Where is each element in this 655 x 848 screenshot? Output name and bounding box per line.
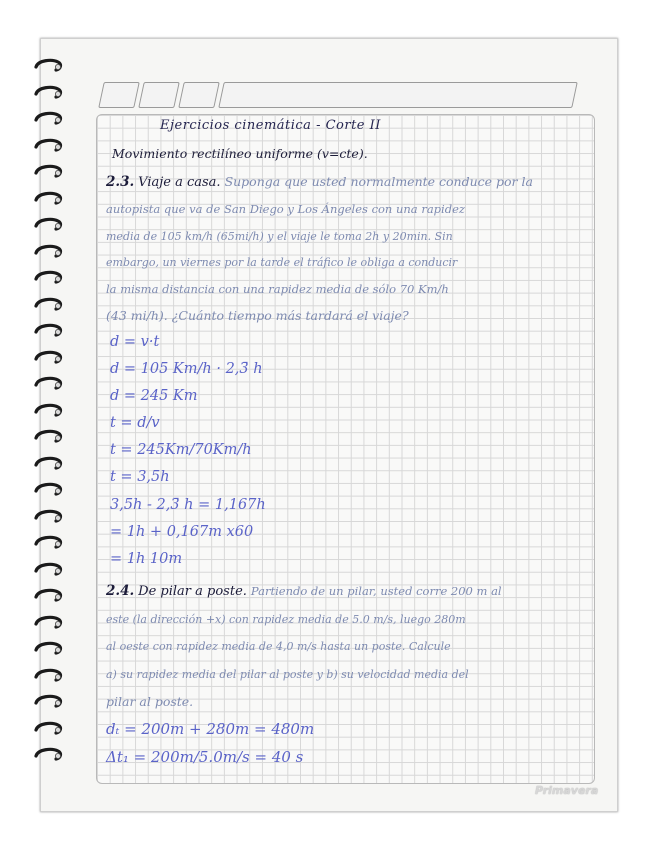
work-line: dₜ = 200m + 280m = 480m: [106, 720, 315, 738]
problem-text: Suponga que usted normalmente conduce por la: [224, 174, 533, 189]
work-line: 3,5h - 2,3̄ h = 1,167h: [110, 497, 266, 513]
work-line: t = 245Km/70Km/h: [110, 442, 252, 458]
header-box: [138, 82, 180, 108]
spiral-ring: [34, 58, 64, 74]
problem-text: a) su rapidez media del pilar al poste y b) su velocidad media del: [106, 668, 469, 681]
problem-heading: Viaje a casa.: [138, 175, 221, 190]
work-line: t = 3,5h: [110, 469, 170, 485]
spiral-ring: [34, 641, 64, 657]
spiral-ring: [34, 323, 64, 339]
spiral-ring: [34, 350, 64, 366]
problem-number: 2.3.: [106, 174, 135, 190]
problem-text: embargo, un viernes por la tarde el tráfico le obliga a conducir: [106, 256, 458, 269]
spiral-ring: [34, 297, 64, 313]
problem-text: la misma distancia con una rapidez media de sólo 70 Km/h: [106, 282, 449, 296]
work-line: = 1h + 0,167m x60: [110, 524, 254, 540]
problem-text: pilar al poste.: [106, 694, 194, 709]
problem-heading: De pilar a poste.: [138, 584, 247, 599]
spiral-ring: [34, 456, 64, 472]
work-line: = 1h 10m: [110, 551, 183, 567]
spiral-ring: [34, 217, 64, 233]
spiral-ring: [34, 85, 64, 101]
work-line: Δt₁ = 200m/5.0m/s = 40 s: [106, 748, 304, 766]
problem-text: este (la dirección +x) con rapidez media de 5.0 m/s, luego 280m: [106, 613, 466, 626]
spiral-ring: [34, 615, 64, 631]
spiral-ring: [34, 747, 64, 763]
header-box-wide: [218, 82, 578, 108]
spiral-ring: [34, 535, 64, 551]
problem-24-header: [106, 583, 502, 599]
header-box: [178, 82, 220, 108]
spiral-ring: [34, 429, 64, 445]
work-line: d = 105 Km/h · 2,3̄ h: [110, 361, 263, 377]
page-title: Ejercicios cinemática - Corte II: [160, 118, 381, 133]
spiral-ring: [34, 588, 64, 604]
header-box: [98, 82, 140, 108]
spiral-ring: [34, 403, 64, 419]
spiral-ring: [34, 668, 64, 684]
spiral-ring: [34, 376, 64, 392]
spiral-ring: [34, 694, 64, 710]
work-line: d = v·t: [110, 334, 160, 350]
spiral-ring: [34, 138, 64, 154]
spiral-ring: [34, 244, 64, 260]
work-line: d = 245 Km: [110, 388, 198, 404]
problem-text: autopista que va de San Diego y Los Ángeles con una rapidez: [106, 202, 465, 216]
problem-23-header: [106, 174, 533, 190]
brand-logo: Primavera: [535, 784, 599, 797]
spiral-ring: [34, 164, 64, 180]
header-boxes: [97, 82, 579, 108]
spiral-ring: [34, 721, 64, 737]
spiral-ring: [34, 111, 64, 127]
problem-text: media de 105 km/h (65mi/h) y el viaje le toma 2h y 20min. Sin: [106, 230, 453, 243]
work-line: t = d/v: [110, 415, 160, 431]
page-subtitle: Movimiento rectilíneo uniforme (v=cte).: [112, 146, 368, 161]
problem-text: al oeste con rapidez media de 4,0 m/s hasta un poste. Calcule: [106, 640, 451, 653]
spiral-binding: [34, 58, 66, 778]
spiral-ring: [34, 270, 64, 286]
spiral-ring: [34, 482, 64, 498]
spiral-ring: [34, 191, 64, 207]
spiral-ring: [34, 509, 64, 525]
spiral-ring: [34, 562, 64, 578]
problem-text: Partiendo de un pilar, usted corre 200 m al: [250, 584, 502, 598]
problem-text: (43 mi/h). ¿Cuánto tiempo más tardará el viaje?: [106, 308, 409, 323]
problem-number: 2.4.: [106, 583, 135, 599]
